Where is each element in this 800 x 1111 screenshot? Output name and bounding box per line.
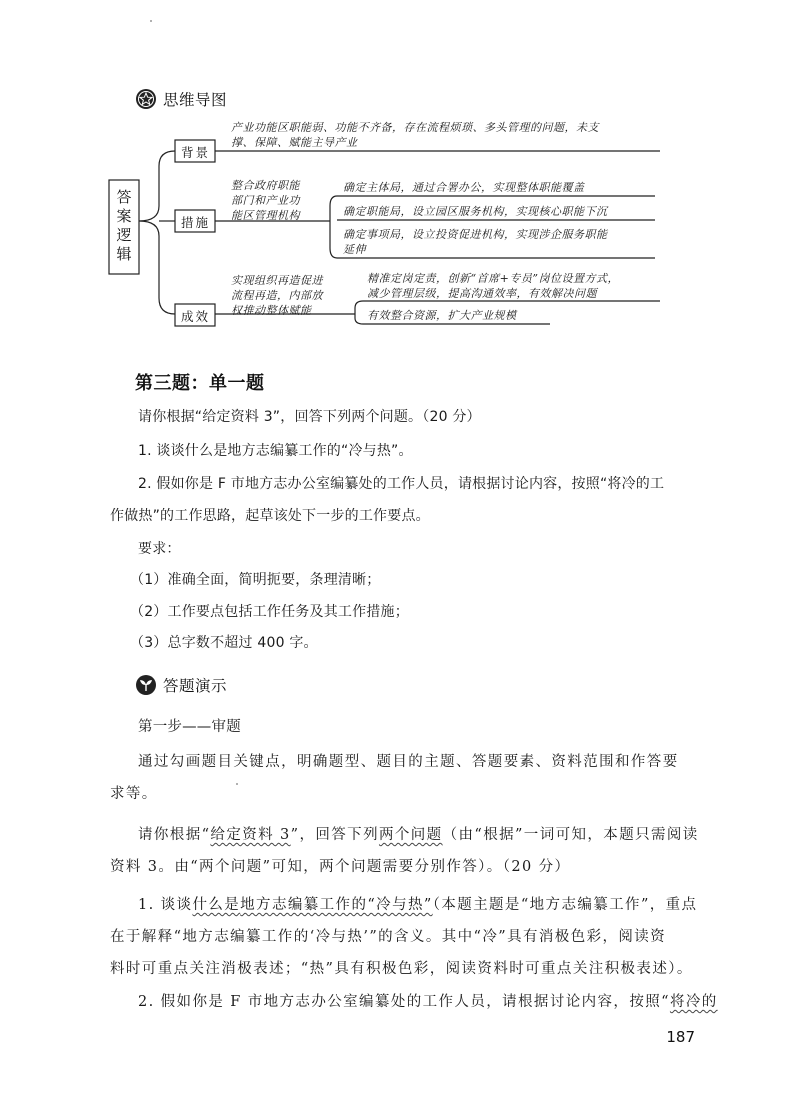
text-line: 产业功能区职能弱、功能不齐备，存在流程烦琐、多头管理的问题，未支 — [231, 121, 599, 134]
mindmap-section-title: 思维导图 — [163, 91, 228, 109]
branch-measures-label: 措施 — [181, 215, 211, 230]
text-line: 实现组织再造促进 — [231, 274, 323, 287]
result-item-1 — [367, 271, 619, 301]
results-text — [231, 273, 323, 318]
para-1-line-2: 求等。 — [110, 786, 158, 802]
para-2-line-1 — [138, 823, 699, 844]
text-line: 确定主体局，通过合署办公，实现整体职能覆盖 — [343, 181, 585, 194]
requirement-3: （3）总字数不超过 400 字。 — [130, 635, 318, 651]
text-line: 能区管理机构 — [231, 209, 300, 222]
scan-speck — [150, 20, 152, 22]
text-run: ”，回答下列 — [290, 827, 379, 843]
root-char: 案 — [116, 207, 132, 225]
background-text — [231, 120, 599, 150]
para-3-line-1 — [138, 893, 697, 914]
mindmap-section-header — [135, 88, 227, 110]
question-2-line-2: 作做热”的工作思路，起草该处下一步的工作要点。 — [110, 508, 430, 524]
text-line: 有效整合资源，扩大产业规模 — [367, 309, 517, 322]
root-char: 辑 — [116, 245, 132, 263]
question-title: 第三题：单一题 — [135, 373, 265, 394]
result-item-2 — [367, 308, 517, 323]
main-brace — [139, 151, 175, 314]
text-run: （本题主题是“地方志编纂工作”，重点 — [432, 897, 698, 913]
text-line: 确定事项局，设立投资促进机构，实现涉企服务职能 — [343, 228, 608, 241]
root-char: 逻 — [116, 226, 132, 244]
text-line: 撑、保障、赋能主导产业 — [231, 136, 358, 149]
root-char: 答 — [116, 188, 132, 206]
requirement-1: （1）准确全面，简明扼要，条理清晰； — [130, 572, 381, 588]
measures-brace — [330, 196, 337, 258]
text-line: 流程再造，内部放 — [231, 289, 323, 302]
text-line: 延伸 — [343, 243, 366, 256]
para-2-line-2: 资料 3。由“两个问题”可知，两个问题需要分别作答）。（20 分） — [110, 859, 571, 875]
question-2-line-1: 2. 假如你是 F 市地方志办公室编纂处的工作人员，请根据讨论内容，按照“将冷的工 — [138, 476, 665, 492]
sprout-icon — [135, 674, 157, 696]
text-run: 2. 假如你是 F 市地方志办公室编纂处的工作人员，请根据讨论内容，按照“ — [138, 994, 670, 1010]
step-1-title: 第一步——审题 — [138, 719, 241, 735]
text-line: 整合政府职能 — [231, 179, 300, 192]
measure-item-3 — [343, 227, 608, 257]
root-node — [114, 188, 134, 264]
keyword-underlined: 地方志编纂工作的“冷与热” — [240, 897, 433, 913]
scan-speck — [236, 783, 238, 785]
branch-results-label: 成效 — [181, 309, 211, 324]
branch-background-label: 背景 — [181, 145, 211, 160]
text-line: 权推动整体赋能 — [231, 304, 312, 317]
demo-section-title: 答题演示 — [163, 677, 228, 695]
keyword-underlined: 将冷的 — [669, 994, 718, 1010]
measure-item-2 — [343, 204, 608, 219]
measure-item-1 — [343, 180, 585, 195]
text-run: 1. 谈谈 — [138, 897, 193, 913]
para-3-line-3: 料时可重点关注消极表述；“热”具有积极色彩，阅读资料时可重点关注积极表述）。 — [110, 961, 693, 977]
text-line: 确定职能局，设立园区服务机构，实现核心职能下沉 — [343, 205, 608, 218]
para-3-line-2: 在于解释“地方志编纂工作的‘冷与热’”的含义。其中“冷”具有消极色彩，阅读资 — [110, 929, 667, 945]
text-run: 请你根据“ — [138, 827, 211, 843]
para-1-line-1: 通过勾画题目关键点，明确题型、题目的主题、答题要素、资料范围和作答要 — [138, 754, 679, 770]
requirement-2: （2）工作要点包括工作任务及其工作措施； — [130, 604, 409, 620]
text-run: （由“根据”一词可知，本题只需阅读 — [442, 827, 699, 843]
results-brace — [355, 301, 363, 324]
keyword-underlined: 两个问题 — [378, 827, 443, 843]
badge-icon — [135, 88, 157, 110]
question-intro: 请你根据“给定资料 3”，回答下列两个问题。（20 分） — [138, 409, 481, 425]
keyword-underlined: 什么是 — [192, 897, 241, 913]
page-number: 187 — [666, 1028, 695, 1046]
text-line: 部门和产业功 — [231, 194, 300, 207]
mind-map — [105, 118, 675, 338]
measures-text — [231, 178, 300, 223]
para-4-line-1 — [138, 990, 718, 1011]
question-1: 1. 谈谈什么是地方志编纂工作的“冷与热”。 — [138, 443, 413, 459]
requirements-label: 要求： — [138, 541, 181, 557]
text-line: 精准定岗定责，创新“首席+专员”岗位设置方式， — [367, 272, 619, 285]
text-line: 减少管理层级，提高沟通效率，有效解决问题 — [367, 287, 597, 300]
demo-section-header — [135, 674, 227, 696]
keyword-underlined: 给定资料 3 — [210, 827, 291, 843]
